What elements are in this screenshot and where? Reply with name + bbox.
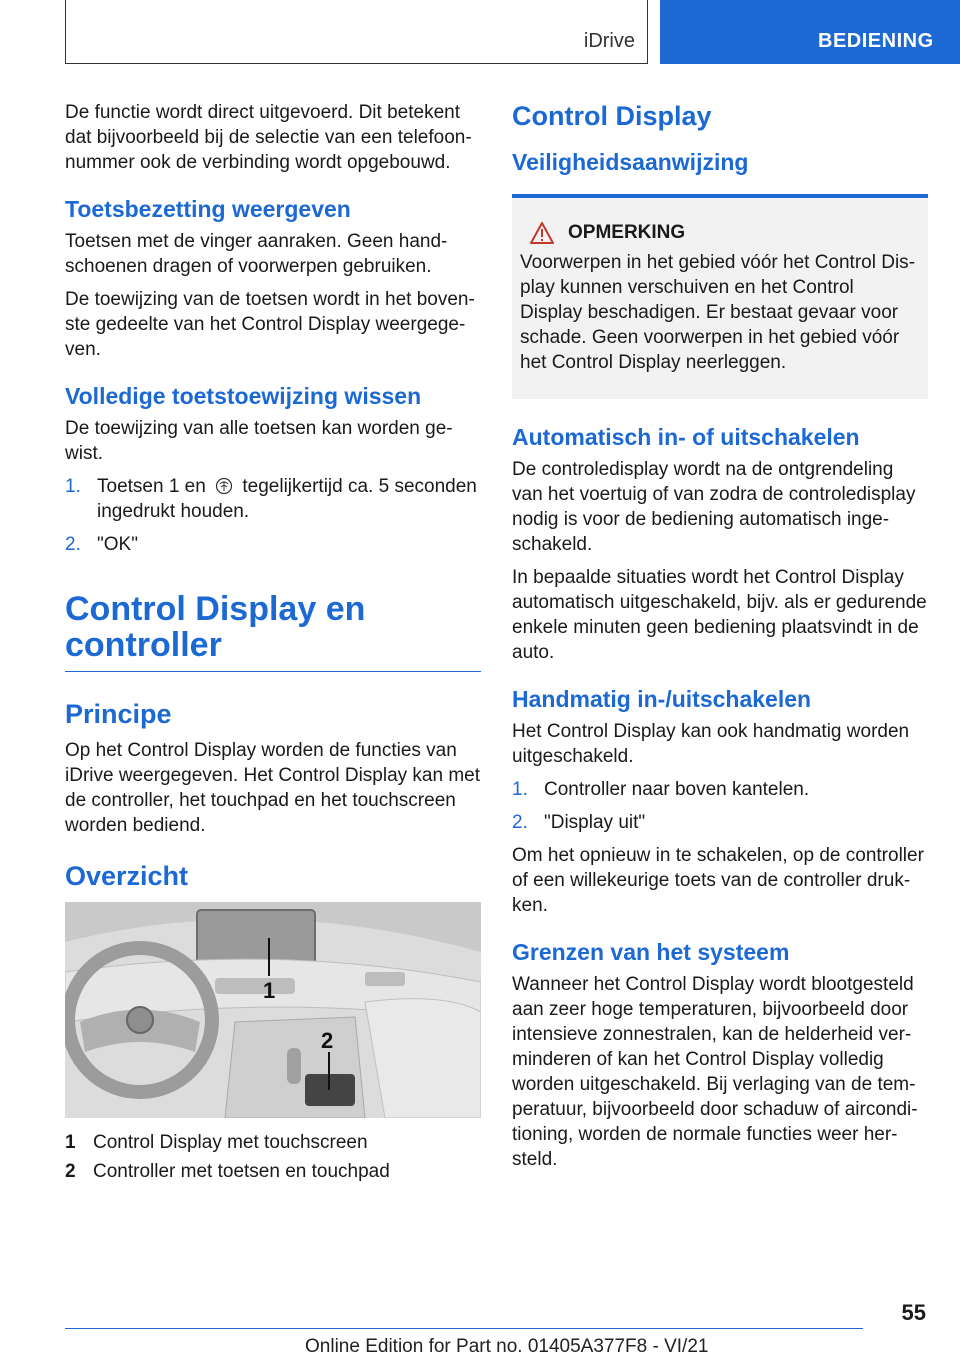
heading-grenzen: Grenzen van het systeem [512, 939, 790, 965]
warning-triangle-icon [530, 222, 554, 244]
heading-handmatig: Handmatig in-/uitschakelen [512, 686, 812, 712]
warning-box [512, 194, 928, 399]
heading-overzicht: Overzicht [65, 861, 189, 891]
radio-icon [215, 477, 233, 495]
callout-1: 1 [263, 978, 276, 1003]
step-text: Controller naar boven kantelen. [544, 779, 810, 800]
step-number: 1. [512, 779, 528, 800]
auto-paragraph-2: In bepaalde situaties wordt het Control Display automatisch uitgeschakeld, bijv. als er gedurende enkele minuten geen bediening plaatsvindt in de auto. [512, 567, 927, 663]
heading-automatisch: Automatisch in- of uitschakelen [512, 424, 860, 450]
principe-paragraph: Op het Control Display worden de functies van iDrive weergegeven. Het Control Display kan met de controller, het touchpad en het touchscreen worden bediend. [65, 740, 481, 836]
grenzen-paragraph: Wanneer het Control Display wordt blootgesteld aan zeer hoge temperaturen, bijvoorbeeld door intensieve zonnestralen, kan de helderheid verminderen of kan het Control Display volledig worden uitgeschakeld. Bij verlaging van de temperatuur, bijvoorbeeld door schaduw of airconditioning, worden de normale functies weer hersteld. [512, 974, 918, 1170]
callout-2: 2 [321, 1028, 334, 1053]
step-number: 2. [65, 534, 81, 555]
warning-text: Voorwerpen in het gebied vóór het Control Display kunnen verschuiven en het Control Display beschadigen. Er bestaat gevaar voor schade. Geen voorwerpen in het gebied vóór het Control Display neerleggen. [520, 252, 916, 373]
step-item [512, 810, 928, 835]
dashboard-illustration [65, 902, 481, 1118]
header-box [65, 0, 648, 64]
step-text: Toetsen 1 en tegelijkertijd ca. 5 seconden ingedrukt houden. [97, 476, 477, 522]
step-item [65, 532, 481, 557]
heading-principe: Principe [65, 699, 172, 729]
step-item [65, 474, 481, 524]
heading-wissen: Volledige toetstoewijzing wissen [65, 383, 422, 409]
warning-title: OPMERKING [520, 222, 920, 244]
left-column [65, 100, 481, 1184]
right-title: Control Display [512, 101, 712, 131]
header-chapter-tab [660, 0, 960, 64]
footer-edition: Online Edition for Part no. 01405A377F8 - VI/21 [305, 1336, 709, 1357]
auto-paragraph-1: De controledisplay wordt na de ontgrendeling van het voertuig of van zodra de controledisplay nodig is voor de bediening automatisch ingeschakeld. [512, 459, 916, 555]
step-text: "Display uit" [544, 812, 646, 833]
step-text: "OK" [97, 534, 138, 555]
toets-paragraph-2: De toewijzing van de toetsen wordt in het bovenste gedeelte van het Control Display weergegeven. [65, 289, 475, 360]
hand-paragraph-2: Om het opnieuw in te schakelen, op de controller of een willekeurige toets van de controller drukken. [512, 845, 924, 916]
footer-rule [65, 1328, 863, 1329]
right-column [512, 100, 928, 1180]
step-number: 1. [65, 476, 81, 497]
legend-item: 1 Control Display met touchscreen [65, 1132, 368, 1153]
hand-paragraph: Het Control Display kan ook handmatig worden uitgeschakeld. [512, 721, 910, 767]
step-number: 2. [512, 812, 528, 833]
toets-paragraph-1: Toetsen met de vinger aanraken. Geen handschoenen dragen of voorwerpen gebruiken. [65, 231, 448, 277]
header-chapter: BEDIENING [818, 30, 934, 52]
page-number: 55 [901, 1300, 926, 1325]
step-item [512, 777, 928, 802]
legend-item: 2 Controller met toetsen en touchpad [65, 1161, 390, 1182]
heading-toetsbezetting: Toetsbezetting weergeven [65, 196, 351, 222]
intro-paragraph: De functie wordt direct uitgevoerd. Dit betekent dat bijvoorbeeld bij de selectie van een telefoonnummer ook de verbinding wordt opgebouwd. [65, 102, 472, 173]
heading-veiligheid: Veiligheidsaanwijzing [512, 149, 749, 175]
wissen-paragraph: De toewijzing van alle toetsen kan worden gewist. [65, 418, 453, 464]
section-title: Control Display en controller [65, 591, 481, 672]
header-section: iDrive [583, 30, 635, 52]
